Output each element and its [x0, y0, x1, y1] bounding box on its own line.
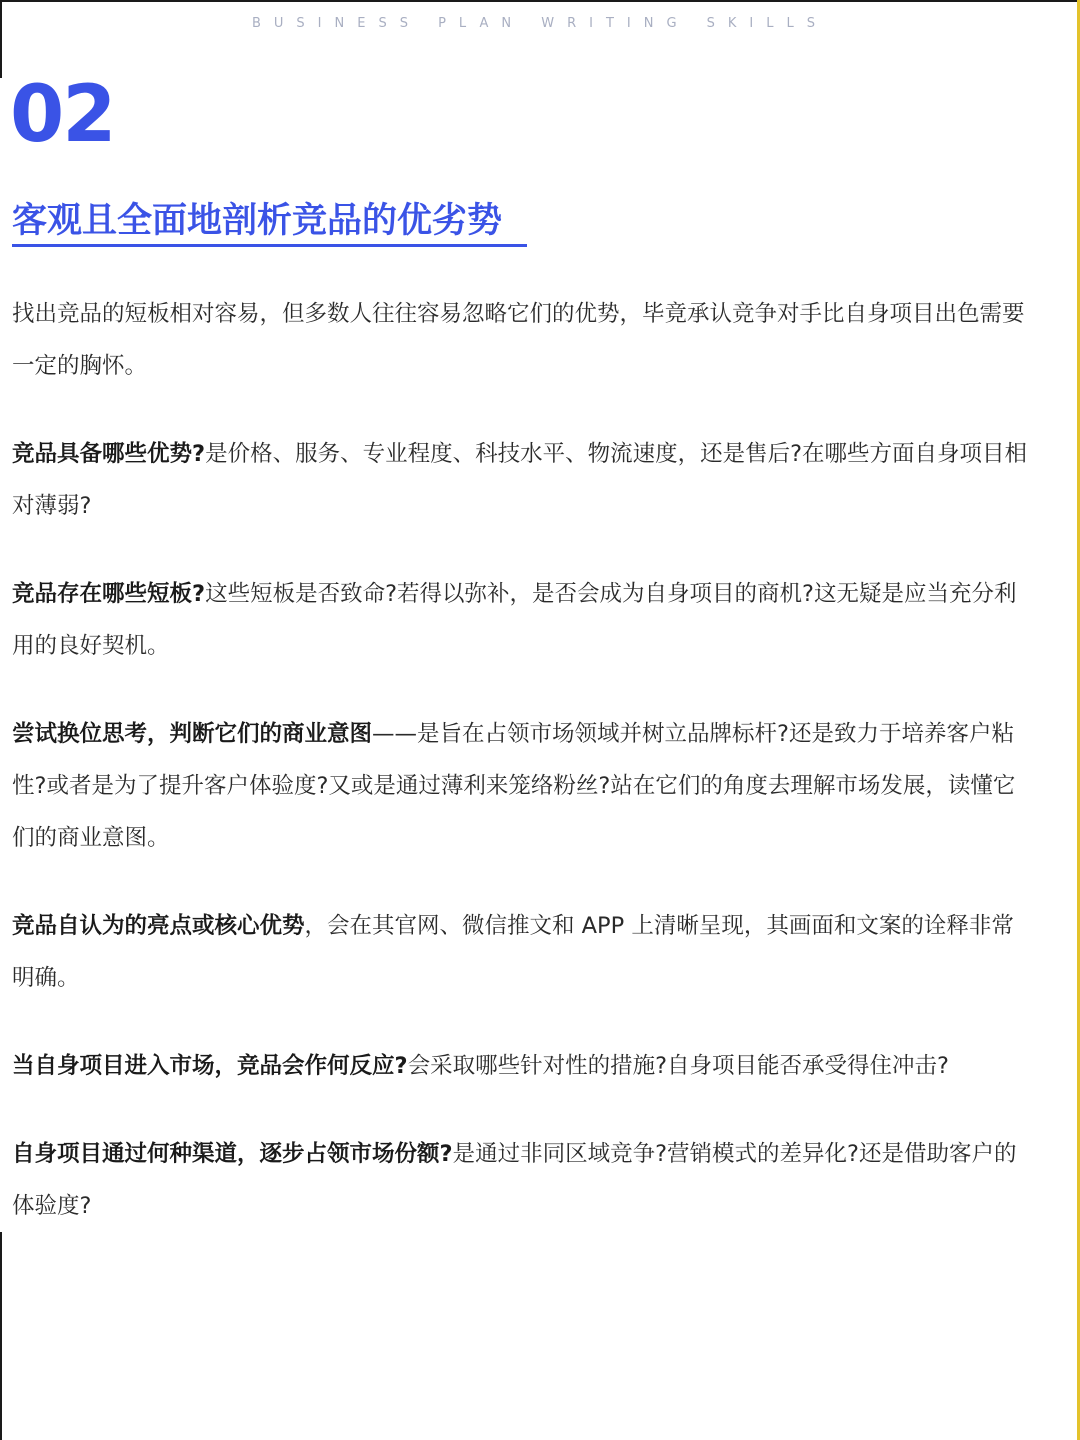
paragraph-advantages	[12, 428, 1030, 532]
paragraph-lead: 竞品自认为的亮点或核心优势	[12, 913, 305, 939]
paragraph-lead: 当自身项目进入市场，竞品会作何反应?	[12, 1053, 408, 1079]
paragraph-business-intent	[12, 708, 1030, 864]
paragraph-text: 会采取哪些针对性的措施?自身项目能否承受得住冲击?	[407, 1053, 949, 1079]
paragraph-text: ——是旨在占领市场领域并树立品牌标杆?还是致力于培养客户粘性?或者是为了提升客户体验度?又或是通过薄利来笼络粉丝?站在它们的角度去理解市场发展，读懂它们的商业意图。	[12, 721, 1016, 851]
section-number: 02	[10, 70, 115, 160]
title-underline	[12, 244, 527, 247]
paragraph-lead: 竞品存在哪些短板?	[12, 581, 206, 607]
left-border-bottom	[0, 1232, 2, 1440]
paragraph-reaction	[12, 1040, 1030, 1092]
paragraph-channels	[12, 1128, 1030, 1232]
paragraph-intro	[12, 288, 1030, 392]
paragraph-text: 是通过非同区域竞争?营销模式的差异化?还是借助客户的体验度?	[12, 1141, 1017, 1219]
paragraph-text: 是价格、服务、专业程度、科技水平、物流速度，还是售后?在哪些方面自身项目相对薄弱?	[12, 441, 1028, 519]
paragraph-highlights	[12, 900, 1030, 1004]
paragraph-text: ，会在其官网、微信推文和 APP 上清晰呈现，其画面和文案的诠释非常明确。	[12, 913, 1014, 991]
top-border	[2, 0, 1077, 2]
paragraph-lead: 自身项目通过何种渠道，逐步占领市场份额?	[12, 1141, 453, 1167]
section-title: 客观且全面地剖析竞品的优劣势	[12, 201, 503, 241]
paragraph-text: 找出竞品的短板相对容易，但多数人往往容易忽略它们的优势，毕竟承认竞争对手比自身项目出色需要一定的胸怀。	[12, 301, 1025, 379]
header-tagline: BUSINESS PLAN WRITING SKILLS	[252, 16, 828, 31]
paragraph-lead: 尝试换位思考，判断它们的商业意图	[12, 721, 373, 747]
paragraph-lead: 竞品具备哪些优势?	[12, 441, 206, 467]
paragraph-text: 这些短板是否致命?若得以弥补，是否会成为自身项目的商机?这无疑是应当充分利用的良好契机。	[12, 581, 1017, 659]
article-body	[12, 288, 1030, 1268]
left-border-top	[0, 0, 2, 78]
paragraph-weaknesses	[12, 568, 1030, 672]
